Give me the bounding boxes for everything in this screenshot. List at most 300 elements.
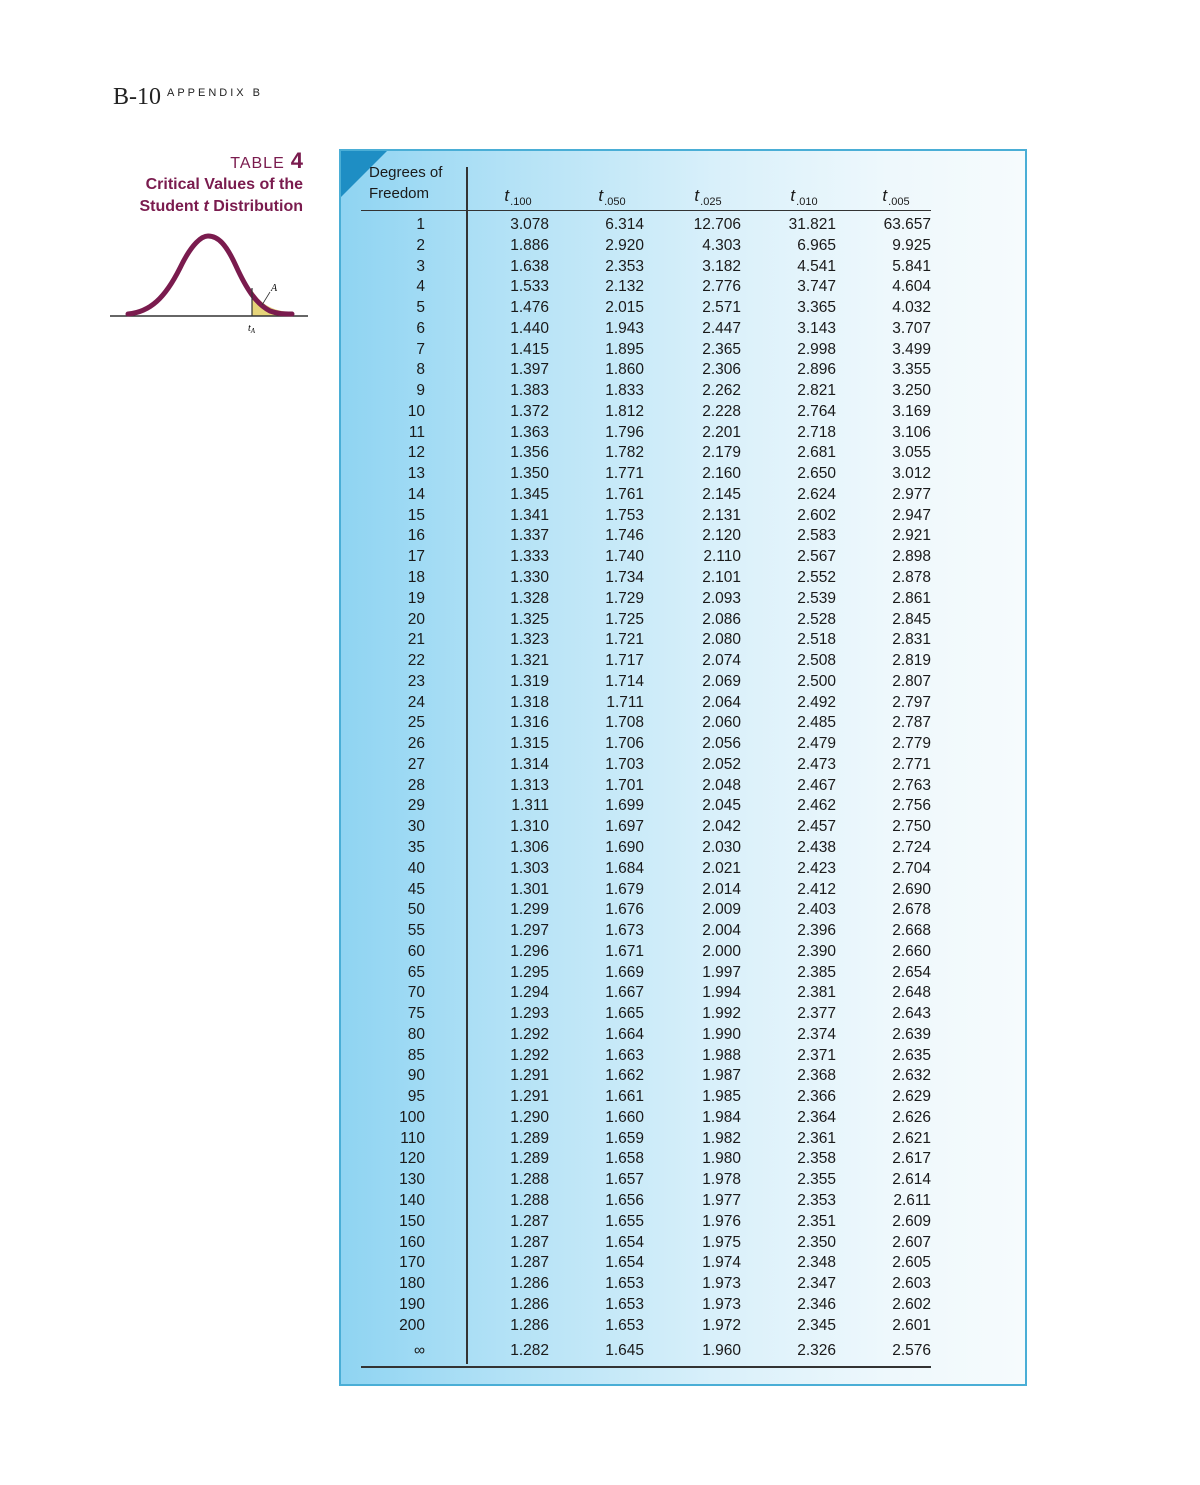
table-row xyxy=(361,610,931,631)
col-symbol: t xyxy=(598,186,604,205)
t005-cell: 2.797 xyxy=(892,693,931,711)
df-cell: 130 xyxy=(399,1171,425,1189)
df-cell: 29 xyxy=(407,797,425,815)
df-cell: 23 xyxy=(407,672,425,690)
df-cell: 27 xyxy=(407,755,425,773)
t025-cell: 2.030 xyxy=(702,838,741,856)
t005-cell: 3.250 xyxy=(892,382,931,400)
t010-cell: 2.528 xyxy=(797,610,836,628)
table-row xyxy=(361,443,931,464)
t050-cell: 1.667 xyxy=(605,984,644,1002)
table-row xyxy=(361,900,931,921)
table-row xyxy=(361,568,931,589)
t005-cell: 2.605 xyxy=(892,1254,931,1272)
t025-cell: 2.131 xyxy=(702,506,741,524)
t100-cell: 1.297 xyxy=(510,922,549,940)
t100-cell: 1.306 xyxy=(510,838,549,856)
t010-cell: 2.479 xyxy=(797,735,836,753)
t025-cell: 2.101 xyxy=(702,569,741,587)
t025-cell: 2.064 xyxy=(702,693,741,711)
table-row xyxy=(361,838,931,859)
t050-cell: 1.662 xyxy=(605,1067,644,1085)
t050-cell: 2.132 xyxy=(605,278,644,296)
table-number: 4 xyxy=(290,148,303,173)
t100-cell: 3.078 xyxy=(510,216,549,233)
t010-cell: 2.681 xyxy=(797,444,836,462)
table-caption xyxy=(83,148,303,218)
axis-label-main: t xyxy=(248,323,251,334)
t100-cell: 1.292 xyxy=(510,1025,549,1043)
df-cell: 120 xyxy=(399,1150,425,1168)
table-row xyxy=(361,713,931,734)
t005-cell: 9.925 xyxy=(892,236,931,254)
t005-cell: 3.055 xyxy=(892,444,931,462)
df-cell: 17 xyxy=(407,548,425,566)
t025-cell: 1.987 xyxy=(702,1067,741,1085)
t025-cell: 2.093 xyxy=(702,589,741,607)
table-row xyxy=(361,1295,931,1316)
t005-cell: 2.763 xyxy=(892,776,931,794)
page-header xyxy=(113,84,263,111)
t050-cell: 1.697 xyxy=(605,818,644,836)
t005-cell: 2.611 xyxy=(893,1191,931,1209)
df-cell: 15 xyxy=(407,506,425,524)
t025-cell: 2.447 xyxy=(702,319,741,337)
df-cell: 8 xyxy=(416,361,425,379)
t050-cell: 1.656 xyxy=(605,1191,644,1209)
table-row xyxy=(361,1212,931,1233)
t025-cell: 12.706 xyxy=(693,216,741,233)
t005-cell: 2.621 xyxy=(892,1129,931,1147)
t050-cell: 1.655 xyxy=(605,1212,644,1230)
df-cell: 22 xyxy=(407,652,425,670)
table-row xyxy=(361,277,931,298)
t010-cell: 2.355 xyxy=(797,1171,836,1189)
t100-cell: 1.299 xyxy=(510,901,549,919)
t-table xyxy=(361,162,931,1360)
t010-cell: 2.412 xyxy=(797,880,836,898)
df-cell: 95 xyxy=(407,1088,425,1106)
t100-cell: 1.533 xyxy=(510,278,549,296)
df-cell: 65 xyxy=(407,963,425,981)
t050-cell: 1.653 xyxy=(605,1316,644,1334)
t005-cell: 2.617 xyxy=(892,1150,931,1168)
table-row xyxy=(361,485,931,506)
t100-cell: 1.328 xyxy=(510,589,549,607)
t050-cell: 1.665 xyxy=(605,1005,644,1023)
table-row xyxy=(361,942,931,963)
df-cell: 7 xyxy=(416,340,425,358)
t005-cell: 2.771 xyxy=(892,755,931,773)
t100-cell: 1.318 xyxy=(510,693,549,711)
axis-label xyxy=(248,323,256,335)
t010-cell: 2.385 xyxy=(797,963,836,981)
t010-cell: 2.552 xyxy=(797,569,836,587)
t100-cell: 1.287 xyxy=(510,1212,549,1230)
table-row xyxy=(361,360,931,381)
t025-cell: 2.014 xyxy=(702,880,741,898)
table-header xyxy=(361,162,931,211)
t005-cell: 2.750 xyxy=(892,818,931,836)
table-row xyxy=(361,236,931,257)
t005-cell: 2.819 xyxy=(892,652,931,670)
df-cell: 6 xyxy=(416,319,425,337)
t025-cell: 2.145 xyxy=(702,485,741,503)
table-row xyxy=(361,1253,931,1274)
t010-cell: 2.438 xyxy=(797,838,836,856)
table-row xyxy=(361,1129,931,1150)
table-row xyxy=(361,1170,931,1191)
table-row xyxy=(361,589,931,610)
t005-cell: 2.878 xyxy=(892,569,931,587)
t050-cell: 1.860 xyxy=(605,361,644,379)
t050-cell: 1.895 xyxy=(605,340,644,358)
t100-cell: 1.292 xyxy=(510,1046,549,1064)
df-cell: 150 xyxy=(399,1212,425,1230)
t050-cell: 1.654 xyxy=(605,1254,644,1272)
table-row xyxy=(361,1316,931,1337)
t010-cell: 2.624 xyxy=(797,485,836,503)
df-cell: 60 xyxy=(407,942,425,960)
t025-cell: 1.973 xyxy=(702,1295,741,1313)
t010-cell: 2.374 xyxy=(797,1025,836,1043)
area-pointer xyxy=(262,292,270,305)
t005-cell: 2.724 xyxy=(892,838,931,856)
t050-cell: 1.746 xyxy=(605,527,644,545)
t025-cell: 2.069 xyxy=(702,672,741,690)
t100-cell: 1.294 xyxy=(510,984,549,1002)
df-cell: 80 xyxy=(407,1025,425,1043)
col-header-t010 xyxy=(759,186,849,208)
t025-cell: 2.160 xyxy=(702,465,741,483)
t100-cell: 1.363 xyxy=(510,423,549,441)
t025-cell: 2.080 xyxy=(702,631,741,649)
t050-cell: 1.753 xyxy=(605,506,644,524)
t100-cell: 1.316 xyxy=(510,714,549,732)
t025-cell: 1.988 xyxy=(702,1046,741,1064)
table-row xyxy=(361,796,931,817)
t100-cell: 1.288 xyxy=(510,1171,549,1189)
table-row xyxy=(361,464,931,485)
t100-cell: 1.330 xyxy=(510,569,549,587)
table-row xyxy=(361,1274,931,1295)
t010-cell: 2.403 xyxy=(797,901,836,919)
t025-cell: 3.182 xyxy=(702,257,741,275)
t050-cell: 1.676 xyxy=(605,901,644,919)
t050-cell: 1.661 xyxy=(605,1088,644,1106)
t100-cell: 1.287 xyxy=(510,1233,549,1251)
t010-cell: 2.821 xyxy=(797,382,836,400)
table-row xyxy=(361,630,931,651)
t005-cell: 2.603 xyxy=(892,1275,931,1293)
t100-cell: 1.886 xyxy=(510,236,549,254)
t005-cell: 3.012 xyxy=(892,465,931,483)
t010-cell: 2.650 xyxy=(797,465,836,483)
t025-cell: 2.228 xyxy=(702,402,741,420)
area-label: A xyxy=(271,283,278,294)
t010-cell: 2.500 xyxy=(797,672,836,690)
caption-line-2 xyxy=(83,196,303,218)
t050-cell: 1.734 xyxy=(605,569,644,587)
t005-cell: 2.845 xyxy=(892,610,931,628)
t050-cell: 1.706 xyxy=(605,735,644,753)
page-number: B-10 xyxy=(113,84,161,110)
t010-cell: 4.541 xyxy=(797,257,836,275)
t005-cell: 2.704 xyxy=(892,859,931,877)
t025-cell: 2.201 xyxy=(702,423,741,441)
t025-cell: 2.120 xyxy=(702,527,741,545)
table-row xyxy=(361,526,931,547)
col-header-t005 xyxy=(851,186,941,208)
t005-cell: 2.668 xyxy=(892,922,931,940)
t010-cell: 2.348 xyxy=(797,1254,836,1272)
table-body xyxy=(361,215,931,1363)
t025-cell: 1.997 xyxy=(702,963,741,981)
t010-cell: 3.143 xyxy=(797,319,836,337)
t100-cell: 1.286 xyxy=(510,1275,549,1293)
t010-cell: 2.368 xyxy=(797,1067,836,1085)
t010-cell: 2.346 xyxy=(797,1295,836,1313)
caption-line-1: Critical Values of the xyxy=(145,176,303,193)
t005-cell: 2.643 xyxy=(892,1005,931,1023)
table-row xyxy=(361,672,931,693)
t005-cell: 3.106 xyxy=(892,423,931,441)
t005-cell: 2.607 xyxy=(892,1233,931,1251)
t010-cell: 2.351 xyxy=(797,1212,836,1230)
df-cell: 45 xyxy=(407,880,425,898)
t050-cell: 1.664 xyxy=(605,1025,644,1043)
t100-cell: 1.314 xyxy=(510,755,549,773)
t005-cell: 3.499 xyxy=(892,340,931,358)
t100-cell: 1.440 xyxy=(510,319,549,337)
t050-cell: 1.740 xyxy=(605,548,644,566)
t050-cell: 1.699 xyxy=(605,797,644,815)
t005-cell: 2.609 xyxy=(892,1212,931,1230)
t010-cell: 2.567 xyxy=(797,548,836,566)
table-row xyxy=(361,651,931,672)
t005-cell: 2.921 xyxy=(892,527,931,545)
df-cell: 11 xyxy=(408,423,425,441)
t005-cell: 2.639 xyxy=(892,1025,931,1043)
df-cell: 50 xyxy=(407,901,425,919)
t100-cell: 1.321 xyxy=(510,652,549,670)
df-cell: 35 xyxy=(407,838,425,856)
df-header-line-1: Degrees of xyxy=(369,164,443,181)
table-row xyxy=(361,817,931,838)
table-row xyxy=(361,1339,931,1363)
t005-cell: 4.032 xyxy=(892,299,931,317)
t010-cell: 2.539 xyxy=(797,589,836,607)
table-row xyxy=(361,693,931,714)
table-row xyxy=(361,215,931,236)
t050-cell: 1.943 xyxy=(605,319,644,337)
t010-cell: 2.457 xyxy=(797,818,836,836)
df-cell: 5 xyxy=(416,299,425,317)
table-row xyxy=(361,1149,931,1170)
t005-cell: 2.756 xyxy=(892,797,931,815)
t005-cell: 3.169 xyxy=(892,402,931,420)
table-row xyxy=(361,1233,931,1254)
df-cell: 2 xyxy=(416,236,425,254)
t005-cell: 2.648 xyxy=(892,984,931,1002)
col-header-t050 xyxy=(567,186,657,208)
t025-cell: 1.960 xyxy=(702,1342,741,1360)
t100-cell: 1.356 xyxy=(510,444,549,462)
t010-cell: 2.508 xyxy=(797,652,836,670)
table-row xyxy=(361,859,931,880)
t100-cell: 1.319 xyxy=(510,672,549,690)
t100-cell: 1.286 xyxy=(510,1295,549,1313)
t025-cell: 2.021 xyxy=(702,859,741,877)
t005-cell: 2.626 xyxy=(892,1108,931,1126)
t100-cell: 1.288 xyxy=(510,1191,549,1209)
col-sub: .050 xyxy=(604,196,626,208)
table-row xyxy=(361,1191,931,1212)
t025-cell: 2.045 xyxy=(702,797,741,815)
t100-cell: 1.290 xyxy=(510,1108,549,1126)
t050-cell: 1.671 xyxy=(605,942,644,960)
df-header-line-2: Freedom xyxy=(369,185,430,202)
t050-cell: 1.690 xyxy=(605,838,644,856)
t025-cell: 2.365 xyxy=(702,340,741,358)
t100-cell: 1.415 xyxy=(510,340,549,358)
t010-cell: 2.998 xyxy=(797,340,836,358)
axis-label-sub: A xyxy=(250,327,256,335)
t050-cell: 1.653 xyxy=(605,1295,644,1313)
t050-cell: 1.717 xyxy=(605,652,644,670)
col-sub: .100 xyxy=(510,196,532,208)
t025-cell: 1.982 xyxy=(702,1129,741,1147)
df-cell: 140 xyxy=(399,1191,425,1209)
table-row xyxy=(361,1046,931,1067)
t100-cell: 1.289 xyxy=(510,1150,549,1168)
t100-cell: 1.293 xyxy=(510,1005,549,1023)
table-row xyxy=(361,1108,931,1129)
t025-cell: 2.060 xyxy=(702,714,741,732)
t005-cell: 2.601 xyxy=(892,1316,931,1334)
t005-cell: 63.657 xyxy=(883,216,931,233)
col-header-t100 xyxy=(473,186,563,208)
col-symbol: t xyxy=(504,186,510,205)
table-row xyxy=(361,340,931,361)
t050-cell: 1.721 xyxy=(605,631,644,649)
t100-cell: 1.313 xyxy=(510,776,549,794)
col-symbol: t xyxy=(882,186,888,205)
table-row xyxy=(361,402,931,423)
t010-cell: 2.350 xyxy=(797,1233,836,1251)
t010-cell: 2.583 xyxy=(797,527,836,545)
table-row xyxy=(361,298,931,319)
t025-cell: 1.972 xyxy=(702,1316,741,1334)
t050-cell: 1.782 xyxy=(605,444,644,462)
t025-cell: 2.048 xyxy=(702,776,741,794)
t005-cell: 3.355 xyxy=(892,361,931,379)
t100-cell: 1.286 xyxy=(510,1316,549,1334)
df-cell: 75 xyxy=(407,1005,425,1023)
t100-cell: 1.333 xyxy=(510,548,549,566)
t100-cell: 1.341 xyxy=(510,506,549,524)
t010-cell: 2.347 xyxy=(797,1275,836,1293)
t005-cell: 2.787 xyxy=(892,714,931,732)
t050-cell: 1.659 xyxy=(605,1129,644,1147)
t005-cell: 2.576 xyxy=(892,1342,931,1360)
t100-cell: 1.372 xyxy=(510,402,549,420)
t025-cell: 2.179 xyxy=(702,444,741,462)
df-cell: 70 xyxy=(407,984,425,1002)
t050-cell: 1.711 xyxy=(606,693,644,711)
df-cell: 200 xyxy=(399,1316,425,1334)
table-row xyxy=(361,547,931,568)
t025-cell: 2.056 xyxy=(702,735,741,753)
table-row xyxy=(361,1025,931,1046)
t100-cell: 1.289 xyxy=(510,1129,549,1147)
t010-cell: 2.390 xyxy=(797,942,836,960)
t010-cell: 2.718 xyxy=(797,423,836,441)
table-row xyxy=(361,381,931,402)
t010-cell: 3.747 xyxy=(797,278,836,296)
t050-cell: 1.708 xyxy=(605,714,644,732)
t010-cell: 2.462 xyxy=(797,797,836,815)
t025-cell: 2.000 xyxy=(702,942,741,960)
t050-cell: 2.920 xyxy=(605,236,644,254)
t100-cell: 1.296 xyxy=(510,942,549,960)
t005-cell: 2.629 xyxy=(892,1088,931,1106)
t100-cell: 1.325 xyxy=(510,610,549,628)
t005-cell: 5.841 xyxy=(892,257,931,275)
t010-cell: 31.821 xyxy=(788,216,836,233)
df-cell: 13 xyxy=(407,465,425,483)
df-cell: 28 xyxy=(407,776,425,794)
df-cell: 100 xyxy=(399,1108,425,1126)
t-distribution-figure xyxy=(110,228,310,340)
t050-cell: 1.645 xyxy=(605,1342,644,1360)
t050-cell: 1.701 xyxy=(605,776,644,794)
t100-cell: 1.310 xyxy=(510,818,549,836)
t005-cell: 2.632 xyxy=(892,1067,931,1085)
table-row xyxy=(361,506,931,527)
t100-cell: 1.291 xyxy=(510,1067,549,1085)
df-cell: 55 xyxy=(407,922,425,940)
table-row xyxy=(361,963,931,984)
t010-cell: 2.896 xyxy=(797,361,836,379)
t025-cell: 2.009 xyxy=(702,901,741,919)
t050-cell: 1.771 xyxy=(605,465,644,483)
t005-cell: 2.898 xyxy=(892,548,931,566)
t010-cell: 2.361 xyxy=(797,1129,836,1147)
t005-cell: 2.660 xyxy=(892,942,931,960)
t010-cell: 6.965 xyxy=(797,236,836,254)
t010-cell: 2.358 xyxy=(797,1150,836,1168)
df-cell: 19 xyxy=(407,589,425,607)
table-row xyxy=(361,423,931,444)
t050-cell: 1.653 xyxy=(605,1275,644,1293)
df-cell: ∞ xyxy=(413,1342,425,1360)
df-header xyxy=(369,162,442,204)
t025-cell: 1.980 xyxy=(702,1150,741,1168)
col-header-t025 xyxy=(663,186,753,208)
t025-cell: 2.776 xyxy=(702,278,741,296)
t025-cell: 2.004 xyxy=(702,922,741,940)
table-row xyxy=(361,1087,931,1108)
df-cell: 21 xyxy=(407,631,425,649)
t100-cell: 1.311 xyxy=(511,797,549,815)
caption-line-2-italic: t xyxy=(203,198,209,215)
df-cell: 25 xyxy=(407,714,425,732)
t010-cell: 2.764 xyxy=(797,402,836,420)
t010-cell: 2.366 xyxy=(797,1088,836,1106)
t025-cell: 1.978 xyxy=(702,1171,741,1189)
caption-line-2-post: Distribution xyxy=(208,198,303,215)
